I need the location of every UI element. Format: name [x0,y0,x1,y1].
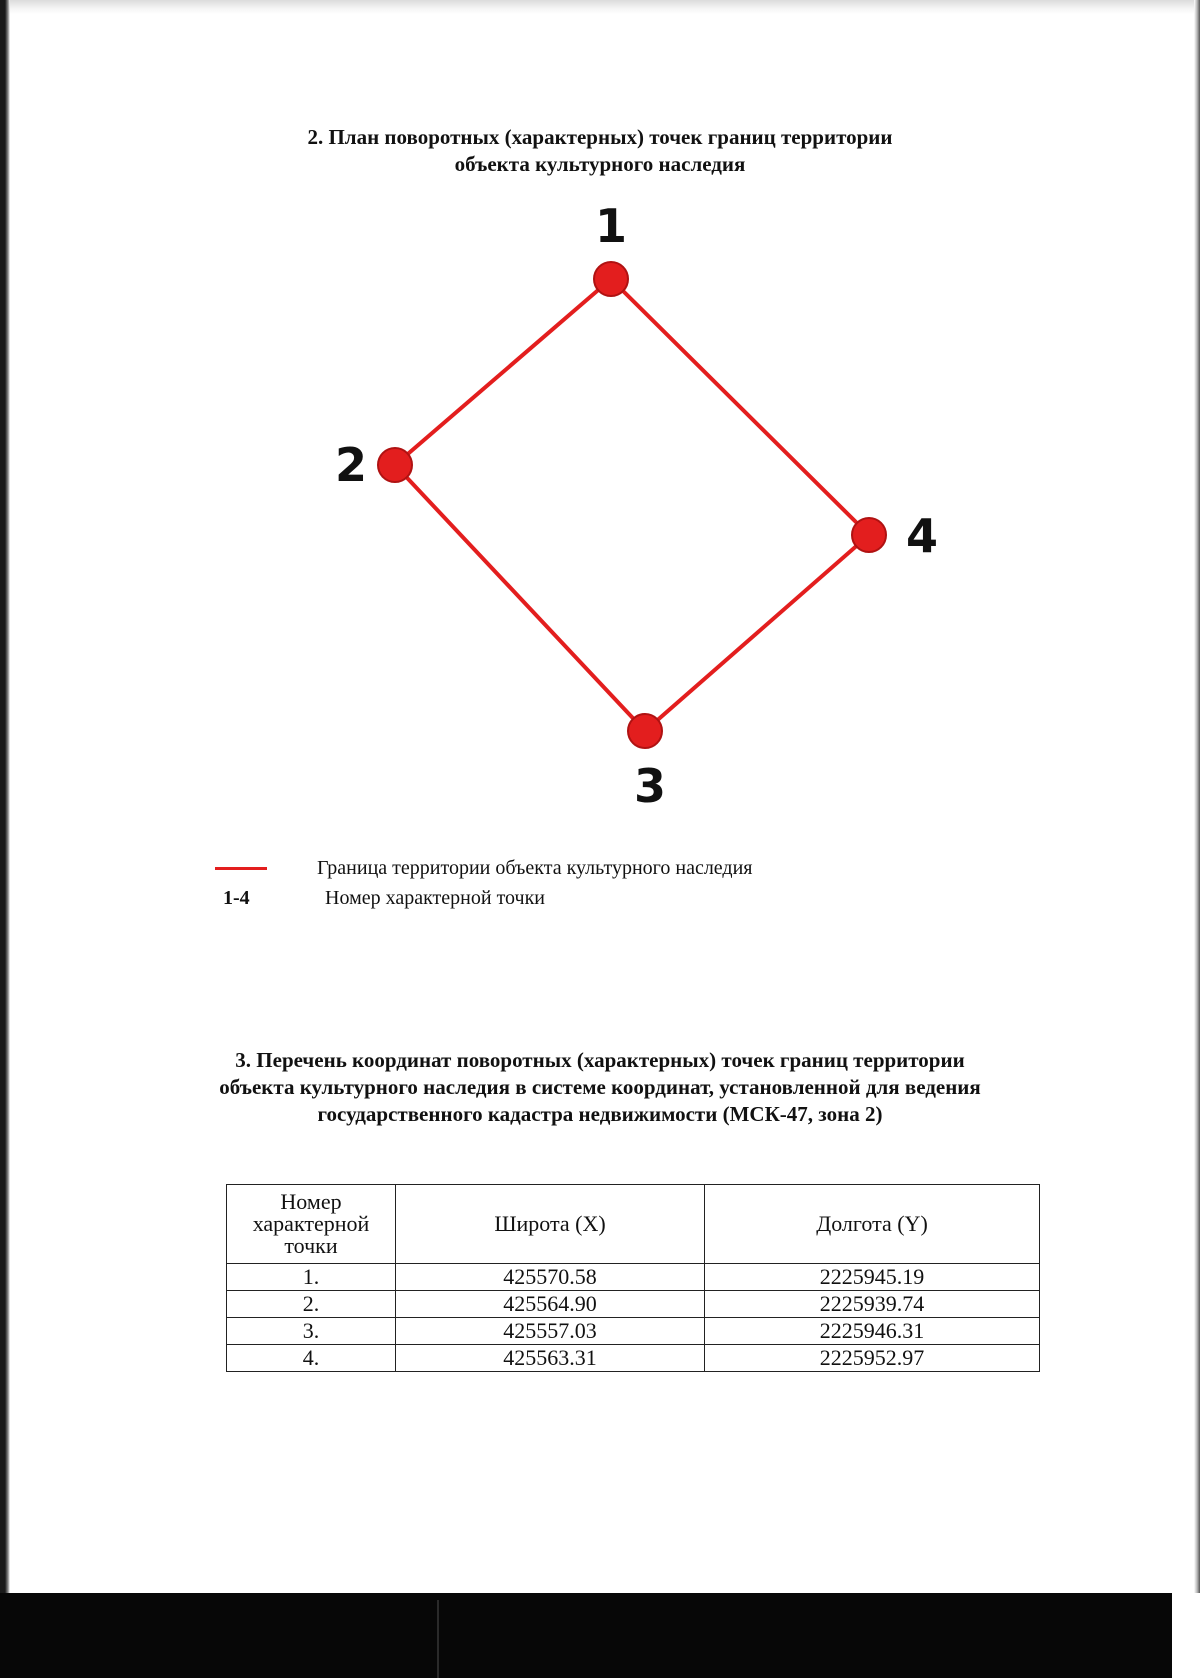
table-row [227,1345,1040,1372]
header-longitude: Долгота (Y) [705,1185,1040,1264]
coordinates-table [226,1184,1040,1372]
legend-number-key: 1-4 [223,886,250,909]
boundary-segment [395,279,611,465]
legend-line-key [215,867,315,870]
section-3-title-line-3: государственного кадастра недвижимости (МСК-47, зона 2) [317,1102,883,1126]
cell-point-number: 3. [227,1318,396,1345]
legend-row-boundary [215,853,753,883]
section-3-title-line-2: объекта культурного наследия в системе координат, установленной для ведения [219,1075,981,1099]
cell-point-number: 4. [227,1345,396,1372]
cell-longitude: 2225939.74 [705,1291,1040,1318]
legend-red-line-swatch [215,867,267,870]
boundary-lines [395,279,869,731]
section-2-title-line-1: 2. План поворотных (характерных) точек границ территории [307,125,893,149]
boundary-point-2 [378,448,412,482]
header-point-number [227,1185,396,1264]
boundary-plan-diagram [0,190,1200,830]
boundary-segment [611,279,869,535]
table-row [227,1264,1040,1291]
section-2-title [0,124,1200,178]
legend [215,853,753,913]
cell-longitude: 2225945.19 [705,1264,1040,1291]
cell-longitude: 2225952.97 [705,1345,1040,1372]
scan-top-edge [0,0,1200,14]
point-label-2: 2 [334,438,368,492]
boundary-point-1 [594,262,628,296]
boundary-segment [645,535,869,731]
point-label-4: 4 [905,509,939,563]
header-point-number-line-1: Номер [280,1189,342,1214]
legend-row-number [215,883,753,913]
cell-longitude: 2225946.31 [705,1318,1040,1345]
scan-bottom-seam [437,1600,439,1678]
cell-point-number: 1. [227,1264,396,1291]
table-header-row [227,1185,1040,1264]
boundary-point-4 [852,518,886,552]
legend-boundary-text: Граница территории объекта культурного наследия [317,856,753,879]
point-label-3: 3 [633,759,667,813]
section-3-title [0,1047,1200,1128]
point-label-1: 1 [594,199,628,253]
scan-bottom-border [0,1593,1172,1678]
header-latitude: Широта (X) [396,1185,705,1264]
cell-latitude: 425563.31 [396,1345,705,1372]
boundary-segment [395,465,645,731]
cell-latitude: 425570.58 [396,1264,705,1291]
table-row [227,1291,1040,1318]
boundary-point-3 [628,714,662,748]
section-2-title-line-2: объекта культурного наследия [454,152,746,176]
header-point-number-line-2: характерной [252,1211,370,1236]
boundary-points [378,262,886,748]
section-3-title-line-1: 3. Перечень координат поворотных (характерных) точек границ территории [235,1048,965,1072]
cell-latitude: 425557.03 [396,1318,705,1345]
legend-number-text: Номер характерной точки [325,886,545,909]
cell-point-number: 2. [227,1291,396,1318]
header-point-number-line-3: точки [284,1233,338,1258]
cell-latitude: 425564.90 [396,1291,705,1318]
table-row [227,1318,1040,1345]
scan-bottom-corner [1172,1593,1200,1678]
